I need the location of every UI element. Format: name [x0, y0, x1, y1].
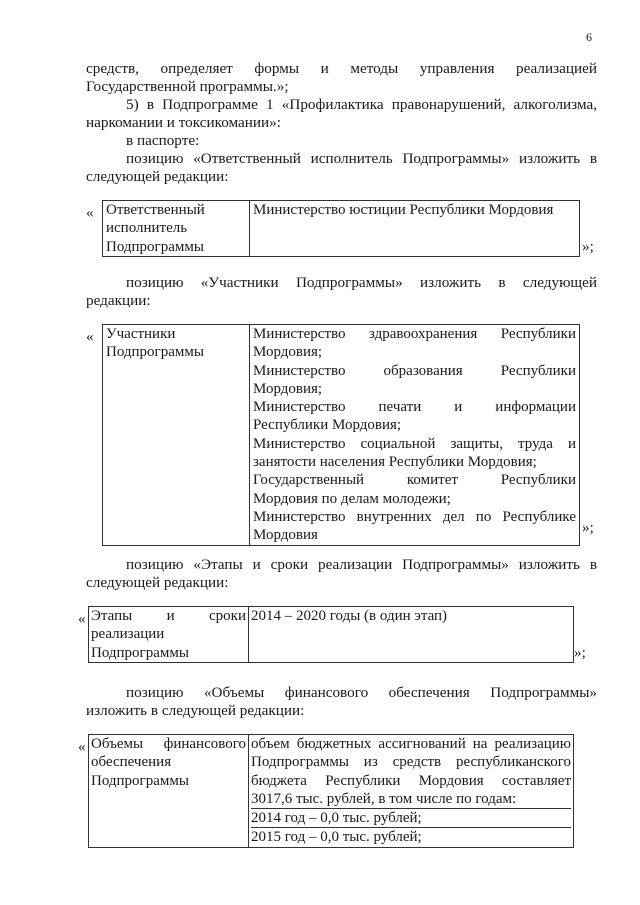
- position4-paragraph: [86, 684, 597, 720]
- table1: [102, 200, 580, 257]
- position3-line: позицию «Этапы и сроки реализации Подпрограммы» изложить в: [126, 556, 597, 573]
- passport-line: в паспорте:: [126, 132, 200, 149]
- page-number: 6: [586, 30, 592, 44]
- table4-left-line: Объемы финансового: [91, 736, 246, 752]
- table3-left-line: Подпрограммы: [91, 644, 189, 661]
- table1-left-cell: [103, 201, 250, 257]
- table2-left-cell: [103, 325, 250, 546]
- item5-line: 5) в Подпрограмме 1 «Профилактика правонарушений, алкоголизма,: [126, 96, 597, 113]
- table2-left-line: Подпрограммы: [106, 344, 204, 361]
- table1-open-quote: «: [86, 204, 94, 221]
- table4-right-line: 2014 год – 0,0 тыс. рублей;: [251, 809, 571, 828]
- table4-open-quote: «: [78, 738, 86, 755]
- table2: [102, 324, 580, 546]
- table3-left-cell: [89, 607, 249, 663]
- table3-open-quote: «: [78, 610, 86, 627]
- table3-close-quote: »;: [574, 644, 586, 661]
- position4-line: изложить в следующей редакции:: [86, 702, 305, 719]
- position2-line: позицию «Участники Подпрограммы» изложить в следующей: [126, 274, 597, 291]
- table4-left-cell: [89, 735, 249, 848]
- table4-right-line: 3017,6 тыс. рублей, в том числе по годам:: [251, 790, 571, 809]
- table3-right-text: 2014 – 2020 годы (в один этап): [251, 608, 448, 624]
- table3-left-line: реализации: [91, 626, 165, 643]
- table2-right-line: Мордовия;: [253, 380, 323, 397]
- table2-right-line: занятости населения Республики Мордовия;: [253, 454, 537, 471]
- position1-line: следующей редакции:: [86, 168, 229, 185]
- position4-line: позицию «Объемы финансового обеспечения Подпрограммы»: [126, 684, 597, 701]
- intro-paragraph: [86, 60, 597, 186]
- intro-line: средств, определяет формы и методы управления реализацией: [86, 60, 597, 77]
- table2-right-cell: [250, 325, 580, 546]
- position2-line: редакции:: [86, 292, 151, 309]
- position1-line: позицию «Ответственный исполнитель Подпрограммы» изложить в: [126, 150, 597, 167]
- table4-right-line: Подпрограммы из средств республиканского: [251, 754, 571, 771]
- intro-line: Государственной программы.»;: [86, 78, 289, 95]
- table1-right-text: Министерство юстиции Республики Мордовия: [253, 202, 554, 218]
- table2-right-line: Министерство внутренних дел по Республике: [253, 508, 576, 525]
- table2-right-line: Мордовия по делам молодежи;: [253, 490, 451, 507]
- table2-open-quote: «: [86, 328, 94, 345]
- table1-left-line: исполнитель: [106, 220, 188, 237]
- table2-right-line: Министерство социальной защиты, труда и: [253, 435, 576, 452]
- table4: [88, 734, 574, 848]
- table4-right-line: объем бюджетных ассигнований на реализацию: [251, 736, 571, 752]
- table2-right-line: Государственный комитет Республики: [253, 472, 576, 489]
- table3-right-cell: [249, 607, 574, 663]
- table1-left-line: Подпрограммы: [106, 238, 204, 255]
- table3-left-line: Этапы и сроки: [91, 608, 246, 624]
- table2-right-line: Мордовия: [253, 527, 318, 544]
- table4-right-line: 2015 год – 0,0 тыс. рублей;: [251, 829, 422, 846]
- table1-left-line: Ответственный: [106, 202, 205, 218]
- table4-right-cell: [249, 735, 574, 848]
- table4-left-line: обеспечения: [91, 754, 172, 771]
- item5-line: наркомании и токсикомании»:: [86, 114, 281, 131]
- table4-right-line: бюджета Республики Мордовия составляет: [251, 772, 571, 789]
- table2-left-line: Участники: [106, 326, 176, 342]
- table2-right-line: Республики Мордовия;: [253, 417, 402, 434]
- table2-right-line: Министерство здравоохранения Республики: [253, 326, 576, 342]
- position3-line: следующей редакции:: [86, 574, 229, 591]
- position2-paragraph: [86, 274, 597, 310]
- table1-close-quote: »;: [582, 238, 594, 255]
- table3: [88, 606, 574, 663]
- table2-right-line: Мордовия;: [253, 344, 323, 361]
- table2-right-line: Министерство образования Республики: [253, 362, 576, 379]
- table4-left-line: Подпрограммы: [91, 772, 189, 789]
- position3-paragraph: [86, 556, 597, 592]
- table2-right-line: Министерство печати и информации: [253, 399, 576, 416]
- table2-close-quote: »;: [582, 519, 594, 536]
- table1-right-cell: [250, 201, 580, 257]
